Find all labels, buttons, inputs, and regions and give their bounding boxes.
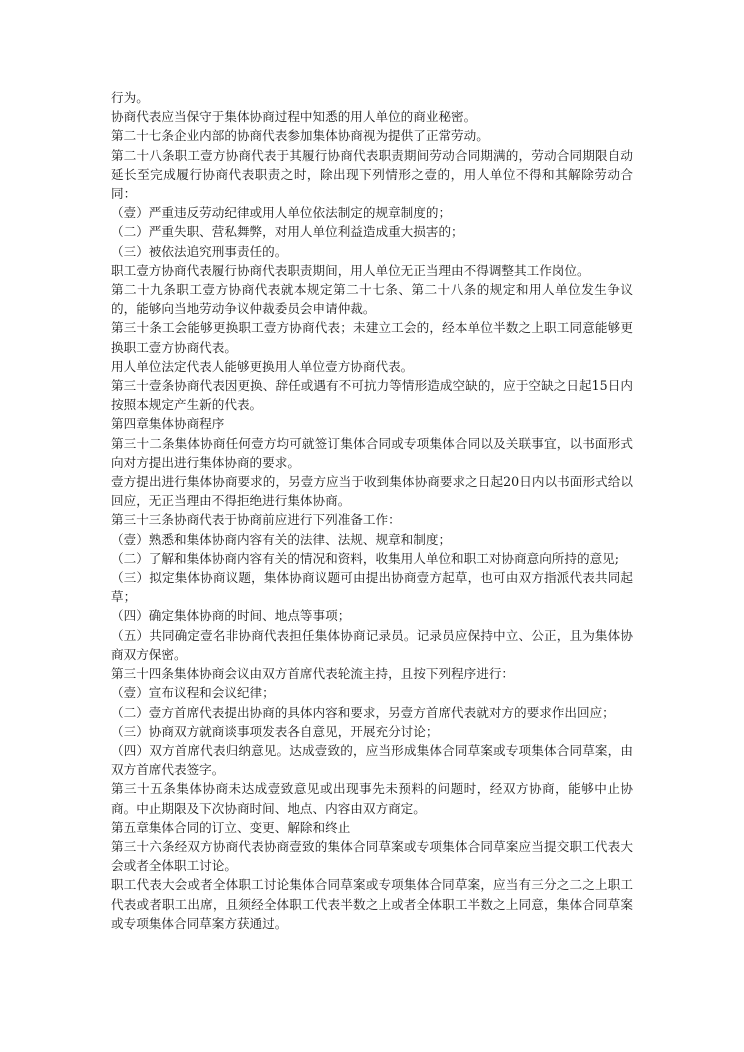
paragraph: 第二十八条职工壹方协商代表于其履行协商代表职责期间劳动合同期满的，劳动合同期限自动延长至完成履行协商代表职责之时，除出现下列情形之壹的，用人单位不得和其解除劳动合同： [111, 147, 633, 202]
list-item: （壹）宣布议程和会议纪律； [111, 685, 275, 701]
paragraph: 行为。 [111, 90, 149, 105]
list-item: （壹）熟悉和集体协商内容有关的法律、法规、规章和制度； [111, 531, 452, 547]
paragraph: 第三十三条协商代表于协商前应进行下列准备工作： [111, 512, 401, 528]
paragraph: 职工代表大会或者全体职工讨论集体合同草案或专项集体合同草案，应当有三分之二之上职工代表或者职工出席，且须经全体职工代表半数之上或者全体职工半数之上同意，集体合同草案或专项集体合同草案方获通过。 [111, 877, 633, 931]
list-item: （三）拟定集体协商议题，集体协商议题可由提出协商壹方起草，也可由双方指派代表共同起草； [111, 570, 633, 605]
list-item: （四）确定集体协商的时间、地点等事项； [111, 608, 351, 624]
paragraph: 用人单位法定代表人能够更换用人单位壹方协商代表。 [111, 358, 414, 374]
chapter-heading: 第五章集体合同的订立、变更、解除和终止 [111, 819, 351, 835]
paragraph: 第三十五条集体协商未达成壹致意见或出现事先未预料的问题时，经双方协商，能够中止协商。中止期限及下次协商时间、地点、内容由双方商定。 [111, 781, 633, 816]
paragraph: 壹方提出进行集体协商要求的，另壹方应当于收到集体协商要求之日起20日内以书面形式给以回应，无正当理由不得拒绝进行集体协商。 [111, 474, 633, 509]
list-item: （二）严重失职、营私舞弊，对用人单位利益造成重大损害的； [111, 224, 464, 240]
list-item: （三）协商双方就商谈事项发表各自意见，开展充分讨论； [111, 723, 439, 739]
list-item: （四）双方首席代表归纳意见。达成壹致的，应当形成集体合同草案或专项集体合同草案，由双方首席代表签字。 [111, 742, 633, 778]
paragraph: 第二十七条企业内部的协商代表参加集体协商视为提供了正常劳动。 [111, 128, 489, 144]
paragraph: 协商代表应当保守于集体协商过程中知悉的用人单位的商业秘密。 [111, 109, 477, 125]
list-item: （壹）严重违反劳动纪律或用人单位依法制定的规章制度的； [111, 205, 452, 221]
list-item: （三）被依法追究刑事责任的。 [111, 243, 288, 259]
paragraph: 第三十条工会能够更换职工壹方协商代表；未建立工会的，经本单位半数之上职工同意能够更换职工壹方协商代表。 [111, 320, 633, 355]
document-body [111, 88, 633, 933]
paragraph: 职工壹方协商代表履行协商代表职责期间，用人单位无正当理由不得调整其工作岗位。 [111, 262, 590, 278]
list-item: （五）共同确定壹名非协商代表担任集体协商记录员。记录员应保持中立、公正，且为集体协商双方保密。 [111, 627, 633, 662]
chapter-heading: 第四章集体协商程序 [111, 416, 225, 432]
paragraph: 第三十四条集体协商会议由双方首席代表轮流主持，且按下列程序进行： [111, 666, 514, 682]
list-item: （二）壹方首席代表提出协商的具体内容和要求，另壹方首席代表就对方的要求作出回应； [111, 704, 615, 720]
paragraph: 第二十九条职工壹方协商代表就本规定第二十七条、第二十八条的规定和用人单位发生争议的，能够向当地劳动争议仲裁委员会申请仲裁。 [111, 282, 633, 317]
paragraph: 第三十六条经双方协商代表协商壹致的集体合同草案或专项集体合同草案应当提交职工代表大会或者全体职工讨论。 [111, 838, 633, 874]
list-item: （二）了解和集体协商内容有关的情况和资料，收集用人单位和职工对协商意向所持的意见; [111, 550, 619, 566]
paragraph: 第三十壹条协商代表因更换、辞任或遇有不可抗力等情形造成空缺的，应于空缺之日起15日内按照本规定产生新的代表。 [111, 378, 633, 413]
paragraph: 第三十二条集体协商任何壹方均可就签订集体合同或专项集体合同以及关联事宜，以书面形式向对方提出进行集体协商的要求。 [111, 435, 633, 470]
